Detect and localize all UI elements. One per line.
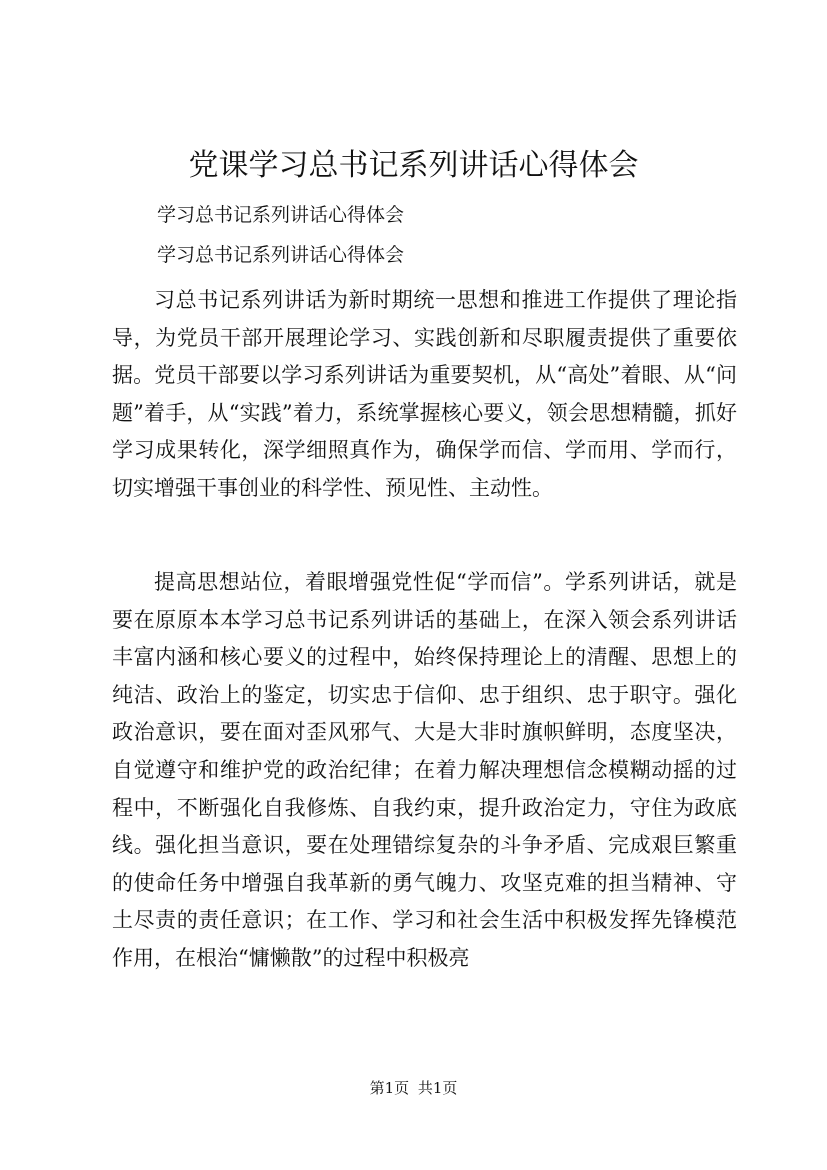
body-paragraph-belief: 提高思想站位，着眼增强党性促“学而信”。学系列讲话，就是要在原原本本学习总书记系列讲话的基础上，在深入领会系列讲话丰富内涵和核心要义的过程中，始终保持理论上的清醒、思想上的纯洁、政治上的鉴定，切实忠于信仰、忠于组织、忠于职守。强化政治意识，要在面对歪风邪气、大是大非时旗帜鲜明，态度坚决，自觉遵守和维护党的政治纪律；在着力解决理想信念模糊动摇的过程中，不断强化自我修炼、自我约束，提升政治定力，守住为政底线。强化担当意识，要在处理错综复杂的斗争矛盾、完成艰巨繁重的使命任务中增强自我革新的勇气魄力、攻坚克难的担当精神、守土尽责的责任意识；在工作、学习和社会生活中积极发挥先锋模范作用，在根治“慵懒散”的过程中积极亮 <box>112 570 737 970</box>
body-paragraph-intro: 习总书记系列讲话为新时期统一思想和推进工作提供了理论指导，为党员干部开展理论学习、实践创新和尽职履责提供了重要依据。党员干部要以学习系列讲话为重要契机，从“高处”着眼、从“问题”着手，从“实践”着力，系统掌握核心要义，领会思想精髓，抓好学习成果转化，深学细照真作为，确保学而信、学而用、学而行，切实增强干事创业的科学性、预见性、主动性。 <box>112 288 737 500</box>
document-subtitle-repeat: 学习总书记系列讲话心得体会 <box>157 244 405 266</box>
document-subtitle: 学习总书记系列讲话心得体会 <box>157 204 405 226</box>
document-title: 党课学习总书记系列讲话心得体会 <box>188 148 639 183</box>
page-total: 共1页 <box>417 1079 458 1097</box>
page-footer <box>0 1078 827 1098</box>
page-number: 第1页 <box>369 1079 410 1097</box>
